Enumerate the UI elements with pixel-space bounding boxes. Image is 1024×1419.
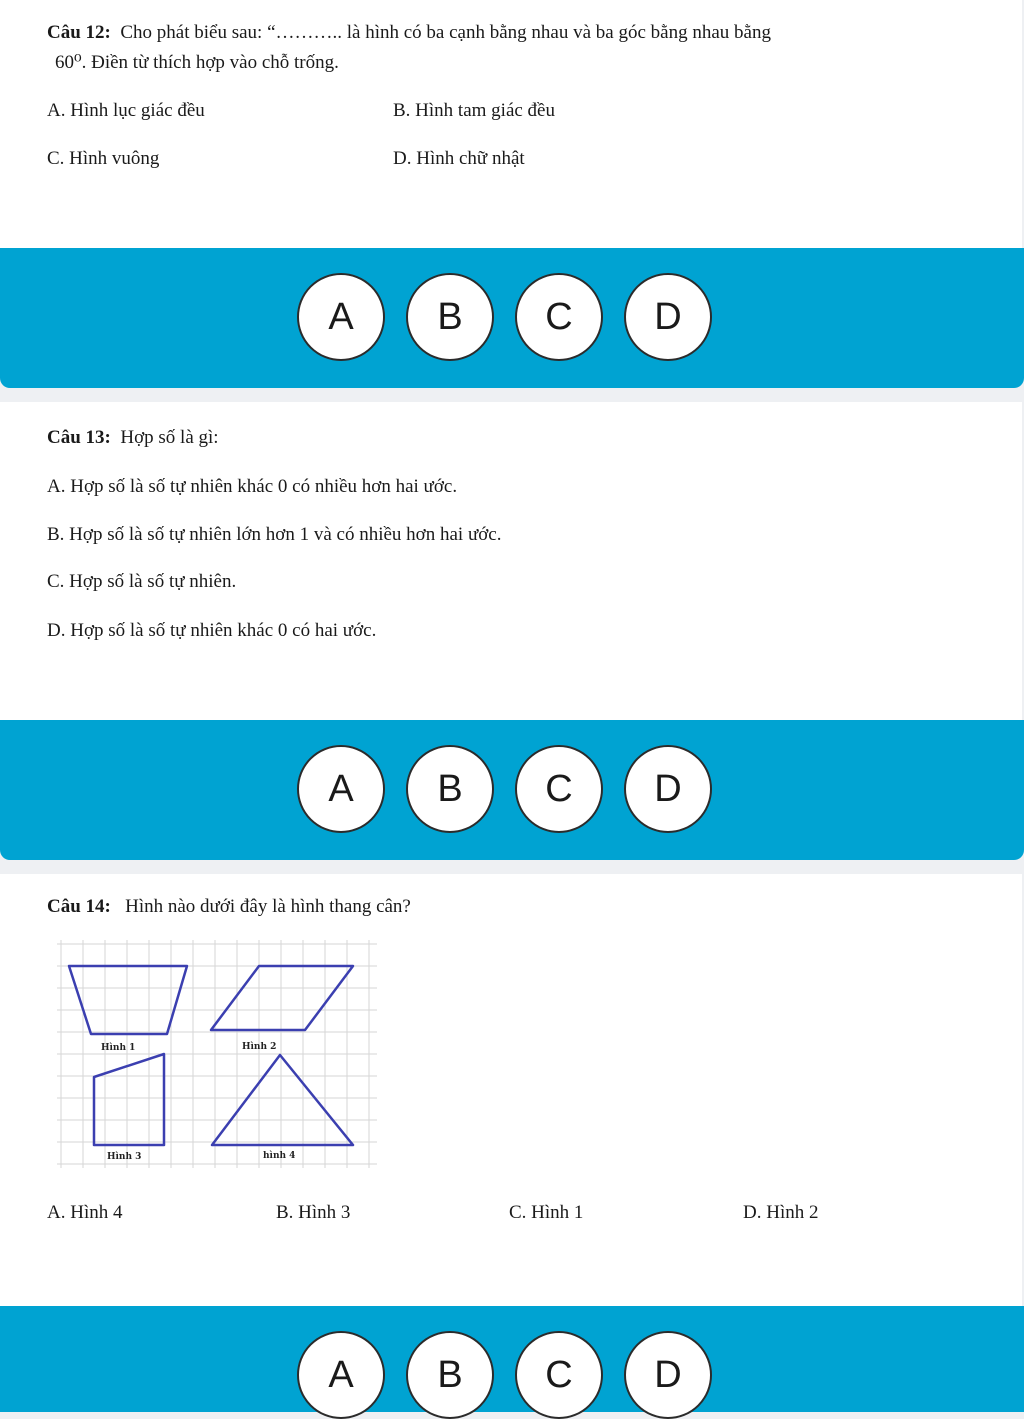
answer-button-d[interactable]: D bbox=[624, 1331, 712, 1419]
option-a: A. Hợp số là số tự nhiên khác 0 có nhiều hơn hai ước. bbox=[47, 476, 458, 497]
option-d: D. Hợp số là số tự nhiên khác 0 có hai ước. bbox=[47, 620, 377, 641]
question-text bbox=[47, 896, 411, 918]
option-d: D. Hình chữ nhật bbox=[393, 148, 525, 169]
answer-button-c[interactable]: C bbox=[515, 1331, 603, 1419]
question-body: Hợp số là gì: bbox=[120, 427, 219, 448]
answer-button-d[interactable]: D bbox=[624, 273, 712, 361]
option-d: D. Hình 2 bbox=[743, 1202, 819, 1223]
grid-lines bbox=[57, 940, 377, 1168]
answer-bar-14 bbox=[0, 1306, 1024, 1412]
question-body: Hình nào dưới đây là hình thang cân? bbox=[125, 896, 411, 917]
option-a: A. Hình lục giác đều bbox=[47, 100, 205, 121]
shape-4-triangle bbox=[212, 1055, 353, 1145]
answer-button-a[interactable]: A bbox=[297, 745, 385, 833]
answer-button-c[interactable]: C bbox=[515, 745, 603, 833]
question-body: Cho phát biểu sau: “……….. là hình có ba cạnh bằng nhau và ba góc bằng nhau bằng bbox=[120, 22, 771, 43]
shape-1-trapezoid bbox=[69, 966, 187, 1034]
question-text bbox=[47, 427, 219, 449]
question-card-12 bbox=[0, 0, 1022, 248]
question-card-13 bbox=[0, 402, 1022, 720]
figure-label-3: Hình 3 bbox=[107, 1152, 142, 1162]
answer-button-c[interactable]: C bbox=[515, 273, 603, 361]
answer-button-a[interactable]: A bbox=[297, 273, 385, 361]
question-number: Câu 13: bbox=[47, 427, 111, 448]
shapes-figure bbox=[57, 940, 382, 1172]
figure-label-2: Hình 2 bbox=[242, 1042, 277, 1052]
question-number: Câu 12: bbox=[47, 22, 111, 43]
question-number: Câu 14: bbox=[47, 896, 111, 917]
answer-button-b[interactable]: B bbox=[406, 745, 494, 833]
answer-bar-13 bbox=[0, 720, 1024, 860]
option-c: C. Hình 1 bbox=[509, 1202, 584, 1223]
option-c: C. Hợp số là số tự nhiên. bbox=[47, 571, 237, 592]
option-b: B. Hình 3 bbox=[276, 1202, 351, 1223]
answer-button-d[interactable]: D bbox=[624, 745, 712, 833]
figure-label-1: Hình 1 bbox=[101, 1043, 136, 1053]
figure-label-4: hình 4 bbox=[263, 1151, 296, 1161]
option-b: B. Hợp số là số tự nhiên lớn hơn 1 và có nhiều hơn hai ước. bbox=[47, 524, 502, 545]
answer-bar-12 bbox=[0, 248, 1024, 388]
question-text bbox=[47, 22, 771, 44]
answer-button-b[interactable]: B bbox=[406, 273, 494, 361]
question-text-line2: 60⁰. Điền từ thích hợp vào chỗ trống. bbox=[55, 52, 339, 73]
shape-2-parallelogram bbox=[211, 966, 353, 1030]
option-c: C. Hình vuông bbox=[47, 148, 160, 169]
answer-button-b[interactable]: B bbox=[406, 1331, 494, 1419]
option-a: A. Hình 4 bbox=[47, 1202, 123, 1223]
option-b: B. Hình tam giác đều bbox=[393, 100, 555, 121]
answer-button-a[interactable]: A bbox=[297, 1331, 385, 1419]
